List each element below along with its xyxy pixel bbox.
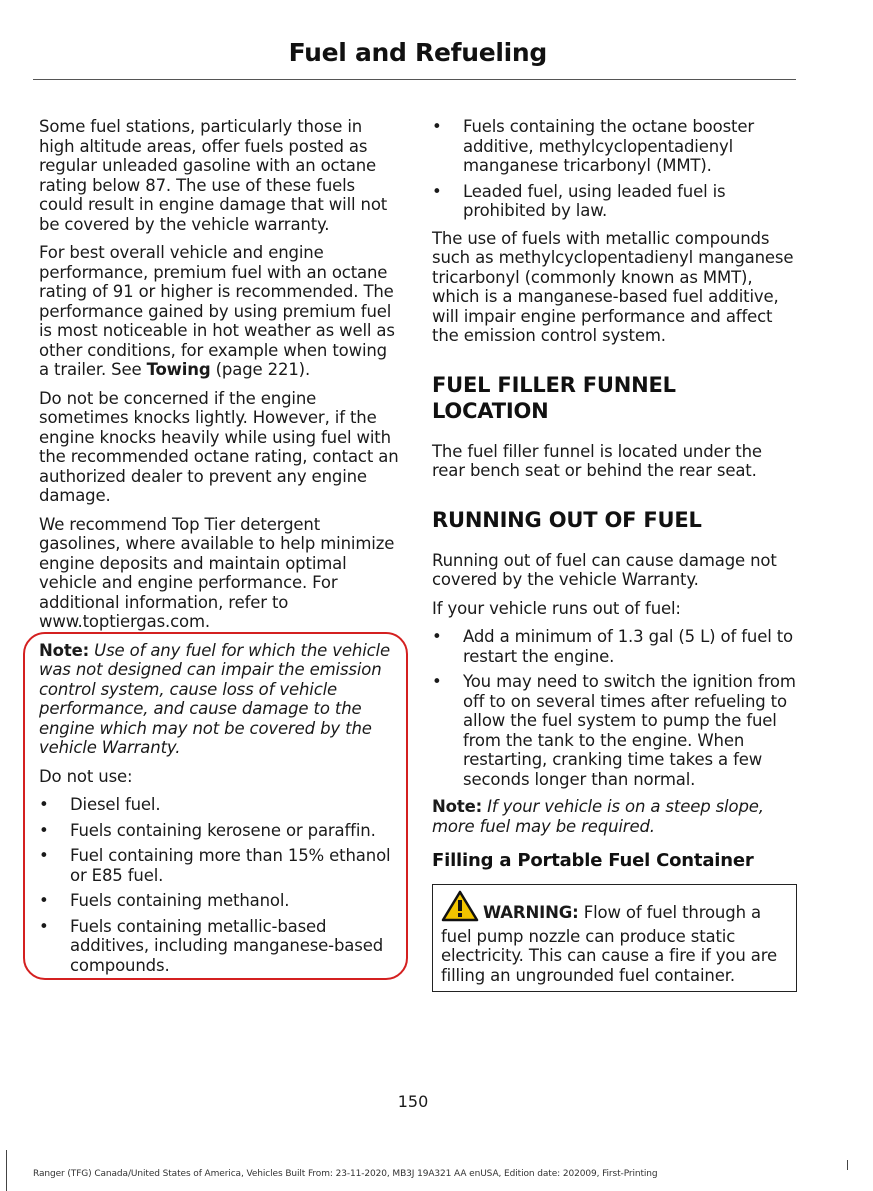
paragraph-premium-fuel [39, 243, 399, 380]
heading-running-out-of-fuel: RUNNING OUT OF FUEL [432, 507, 702, 532]
note-text: If your vehicle is on a steep slope, more fuel may be required. [432, 797, 764, 836]
title-divider [33, 79, 796, 80]
footer-edition-info: Ranger (TFG) Canada/United States of America, Vehicles Built From: 23-11-2020, MB3J 19A321 AA enUSA, Edition date: 202009, First-Printing [33, 1169, 658, 1179]
bullet-icon: • [39, 916, 49, 936]
paragraph-engine-knock: Do not be concerned if the engine sometimes knocks lightly. However, if the engine knocks heavily while using fuel with the recommended octane rating, contact an authorized dealer to prevent any engine damage. [39, 388, 399, 505]
page-number: 150 [397, 1092, 429, 1111]
paragraph-mmt: The use of fuels with metallic compounds such as methylcyclopentadienyl manganese tricarbonyl (commonly known as MMT), which is a manganese-based fuel additive, will impair engine performance and affect the emission control system. [432, 228, 794, 345]
warning-label: WARNING: [483, 903, 579, 922]
paragraph-top-tier: We recommend Top Tier detergent gasolines, where available to help minimize engine deposits and maintain optimal vehicle and engine performance. For additional information, refer to www.toptiergas.com. [39, 514, 395, 631]
do-not-use-list-continued [432, 117, 797, 221]
running-out-list [432, 627, 797, 789]
bullet-icon: • [432, 627, 442, 646]
note-label: Note: [432, 797, 483, 816]
list-item: • Fuel containing more than 15% ethanol or E85 fuel. [39, 846, 391, 885]
bullet-icon: • [432, 181, 442, 201]
page-title: Fuel and Refueling [288, 38, 547, 67]
bullet-icon: • [432, 672, 442, 691]
bullet-icon: • [39, 891, 49, 910]
list-item: • Add a minimum of 1.3 gal (5 L) of fuel to restart the engine. [432, 627, 794, 666]
list-item: • Diesel fuel. [39, 795, 161, 814]
do-not-use-label: Do not use: [39, 766, 133, 786]
heading-fuel-filler-funnel: FUEL FILLER FUNNEL LOCATION [432, 372, 676, 423]
list-item: • Fuels containing the octane booster additive, methylcyclopentadienyl manganese tricarbonyl (MMT). [432, 117, 754, 175]
list-item: • Fuels containing kerosene or paraffin. [39, 820, 376, 840]
bullet-icon: • [39, 846, 49, 865]
note-label: Note: [39, 640, 90, 660]
paragraph-funnel-location: The fuel filler funnel is located under the rear bench seat or behind the rear seat. [432, 441, 762, 480]
paragraph-altitude-fuels: Some fuel stations, particularly those in high altitude areas, offer fuels posted as regular unleaded gasoline with an octane rating below 87. The use of these fuels could result in engine damage that will not be covered by the vehicle warranty. [39, 117, 388, 234]
note-text: Use of any fuel for which the vehicle was not designed can impair the emission control system, cause loss of vehicle performance, and cause damage to the engine which may not be covered by the vehicle Warranty. [39, 640, 390, 757]
list-item: • You may need to switch the ignition from off to on several times after refueling to allow the fuel system to pump the fuel from the tank to the engine. When restarting, cranking time takes a few seconds longer than normal. [432, 672, 796, 789]
towing-link[interactable]: Towing [146, 360, 211, 379]
crop-mark-left [6, 1150, 7, 1191]
bullet-icon: • [39, 795, 49, 814]
note-steep-slope [432, 797, 797, 836]
premium-fuel-text: For best overall vehicle and engine performance, premium fuel with an octane rating of 91 or higher is recommended. The performance gained by using premium fuel is most noticeable in hot weather as well as other conditions, for example when towing a trailer. See [39, 243, 395, 379]
paragraph-running-out: Running out of fuel can cause damage not covered by the vehicle Warranty. [432, 550, 777, 589]
list-item: • Fuels containing methanol. [39, 891, 290, 910]
warning-text: Flow of fuel through a fuel pump nozzle can produce static electricity. This can cause a fire if you are filling an ungrounded fuel container. [441, 903, 778, 985]
crop-mark-right [847, 1160, 848, 1170]
warning-box [432, 884, 797, 992]
list-item: • Fuels containing metallic-based additives, including manganese-based compounds. [39, 916, 384, 975]
bullet-icon: • [39, 820, 49, 840]
red-highlight-outline [23, 632, 408, 980]
heading-portable-container: Filling a Portable Fuel Container [432, 850, 754, 871]
right-column [432, 117, 797, 992]
paragraph-if-runs-out: If your vehicle runs out of fuel: [432, 598, 681, 618]
bullet-icon: • [432, 117, 442, 136]
list-item: • Leaded fuel, using leaded fuel is prohibited by law. [432, 181, 726, 220]
towing-page-ref: (page 221). [210, 360, 311, 379]
warning-triangle-icon [441, 890, 479, 927]
